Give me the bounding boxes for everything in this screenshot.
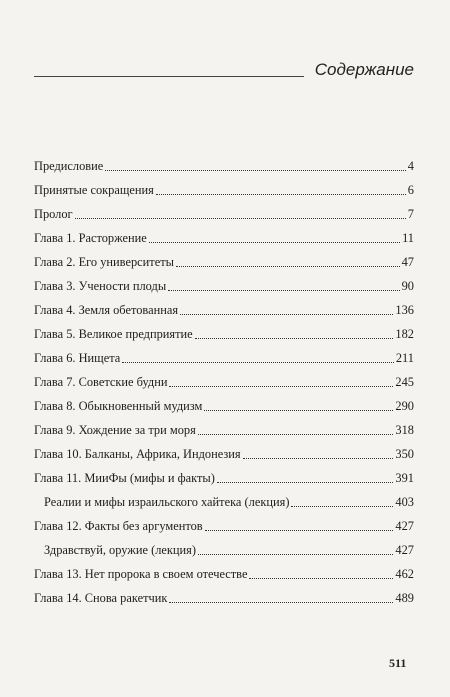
dot-leader	[168, 289, 399, 291]
toc-entry-page: 462	[395, 567, 414, 581]
dot-leader	[180, 313, 393, 315]
toc-entry	[34, 370, 414, 390]
dot-leader	[204, 409, 393, 411]
toc-entry-page: 350	[395, 447, 414, 461]
dot-leader	[195, 337, 394, 339]
toc-entry	[34, 322, 414, 342]
toc-entry	[34, 514, 414, 534]
toc-entry-page: 47	[401, 255, 414, 269]
toc-entry-page: 7	[407, 207, 414, 221]
toc-entry-page: 318	[395, 423, 414, 437]
toc-entry-page: 6	[407, 183, 414, 197]
toc-entry	[34, 418, 414, 438]
toc-entry-label: Глава 8. Обыкновенный мудизм	[34, 399, 203, 413]
toc-entry-label: Принятые сокращения	[34, 183, 154, 197]
toc-entry-label: Глава 4. Земля обетованная	[34, 303, 179, 317]
dot-leader	[169, 601, 393, 603]
dot-leader	[75, 217, 406, 219]
toc-entry-label: Глава 3. Учености плоды	[34, 279, 167, 293]
toc-entry-label: Реалии и мифы израильского хайтека (лекция)	[44, 495, 290, 509]
toc-entry-label: Глава 5. Великое предприятие	[34, 327, 193, 341]
dot-leader	[105, 169, 406, 171]
toc-entry-page: 4	[407, 159, 414, 173]
dot-leader	[198, 553, 393, 555]
toc-entry-page: 90	[401, 279, 414, 293]
toc-subentry	[44, 490, 414, 510]
toc-entry-page: 427	[395, 519, 414, 533]
toc-entry-page: 211	[395, 351, 414, 365]
dot-leader	[198, 433, 394, 435]
toc-entry-label: Глава 10. Балканы, Африка, Индонезия	[34, 447, 241, 461]
toc-entry-label: Глава 12. Факты без аргументов	[34, 519, 203, 533]
dot-leader	[291, 505, 393, 507]
toc-entry-page: 11	[402, 231, 414, 245]
toc-entry	[34, 346, 414, 366]
dot-leader	[122, 361, 394, 363]
toc-entry	[34, 202, 414, 222]
toc-entry-label: Глава 2. Его университеты	[34, 255, 174, 269]
toc-subentry	[44, 538, 414, 558]
dot-leader	[169, 385, 393, 387]
dot-leader	[249, 577, 393, 579]
toc-entry	[34, 226, 414, 246]
toc-entry-label: Глава 13. Нет пророка в своем отечестве	[34, 567, 248, 581]
page-number: 511	[389, 656, 407, 670]
page-title: Содержание	[314, 60, 414, 79]
toc-entry-page: 182	[395, 327, 414, 341]
dot-leader	[149, 241, 400, 243]
toc-entry-label: Глава 7. Советские будни	[34, 375, 168, 389]
toc-entry-label: Пролог	[34, 207, 73, 221]
toc-entry-label: Глава 9. Хождение за три моря	[34, 423, 196, 437]
header-rule	[34, 76, 304, 77]
toc-entry	[34, 442, 414, 462]
toc-entry-page: 489	[395, 591, 414, 605]
toc-entry	[34, 298, 414, 318]
toc-entry	[34, 274, 414, 294]
toc-entry-label: Глава 1. Расторжение	[34, 231, 147, 245]
toc-entry-page: 403	[395, 495, 414, 509]
toc-entry	[34, 466, 414, 486]
toc-entry-label: Глава 14. Снова ракетчик	[34, 591, 168, 605]
toc-entry-label: Предисловие	[34, 159, 104, 173]
toc-entry-label: Глава 6. Нищета	[34, 351, 121, 365]
toc-entry-page: 136	[395, 303, 414, 317]
toc-entry-label: Здравствуй, оружие (лекция)	[44, 543, 197, 557]
toc-entry-page: 245	[395, 375, 414, 389]
toc-entry	[34, 586, 414, 606]
toc-entry	[34, 154, 414, 174]
toc-entry	[34, 178, 414, 198]
dot-leader	[217, 481, 394, 483]
toc-entry-page: 391	[395, 471, 414, 485]
toc-entry-page: 427	[395, 543, 414, 557]
toc-entry	[34, 394, 414, 414]
toc-entry	[34, 562, 414, 582]
dot-leader	[156, 193, 406, 195]
toc-entry-label: Глава 11. МииФы (мифы и факты)	[34, 471, 215, 485]
page-header	[34, 58, 414, 80]
dot-leader	[205, 529, 394, 531]
dot-leader	[176, 265, 400, 267]
toc-entry	[34, 250, 414, 270]
toc-entry-page: 290	[395, 399, 414, 413]
dot-leader	[243, 457, 394, 459]
